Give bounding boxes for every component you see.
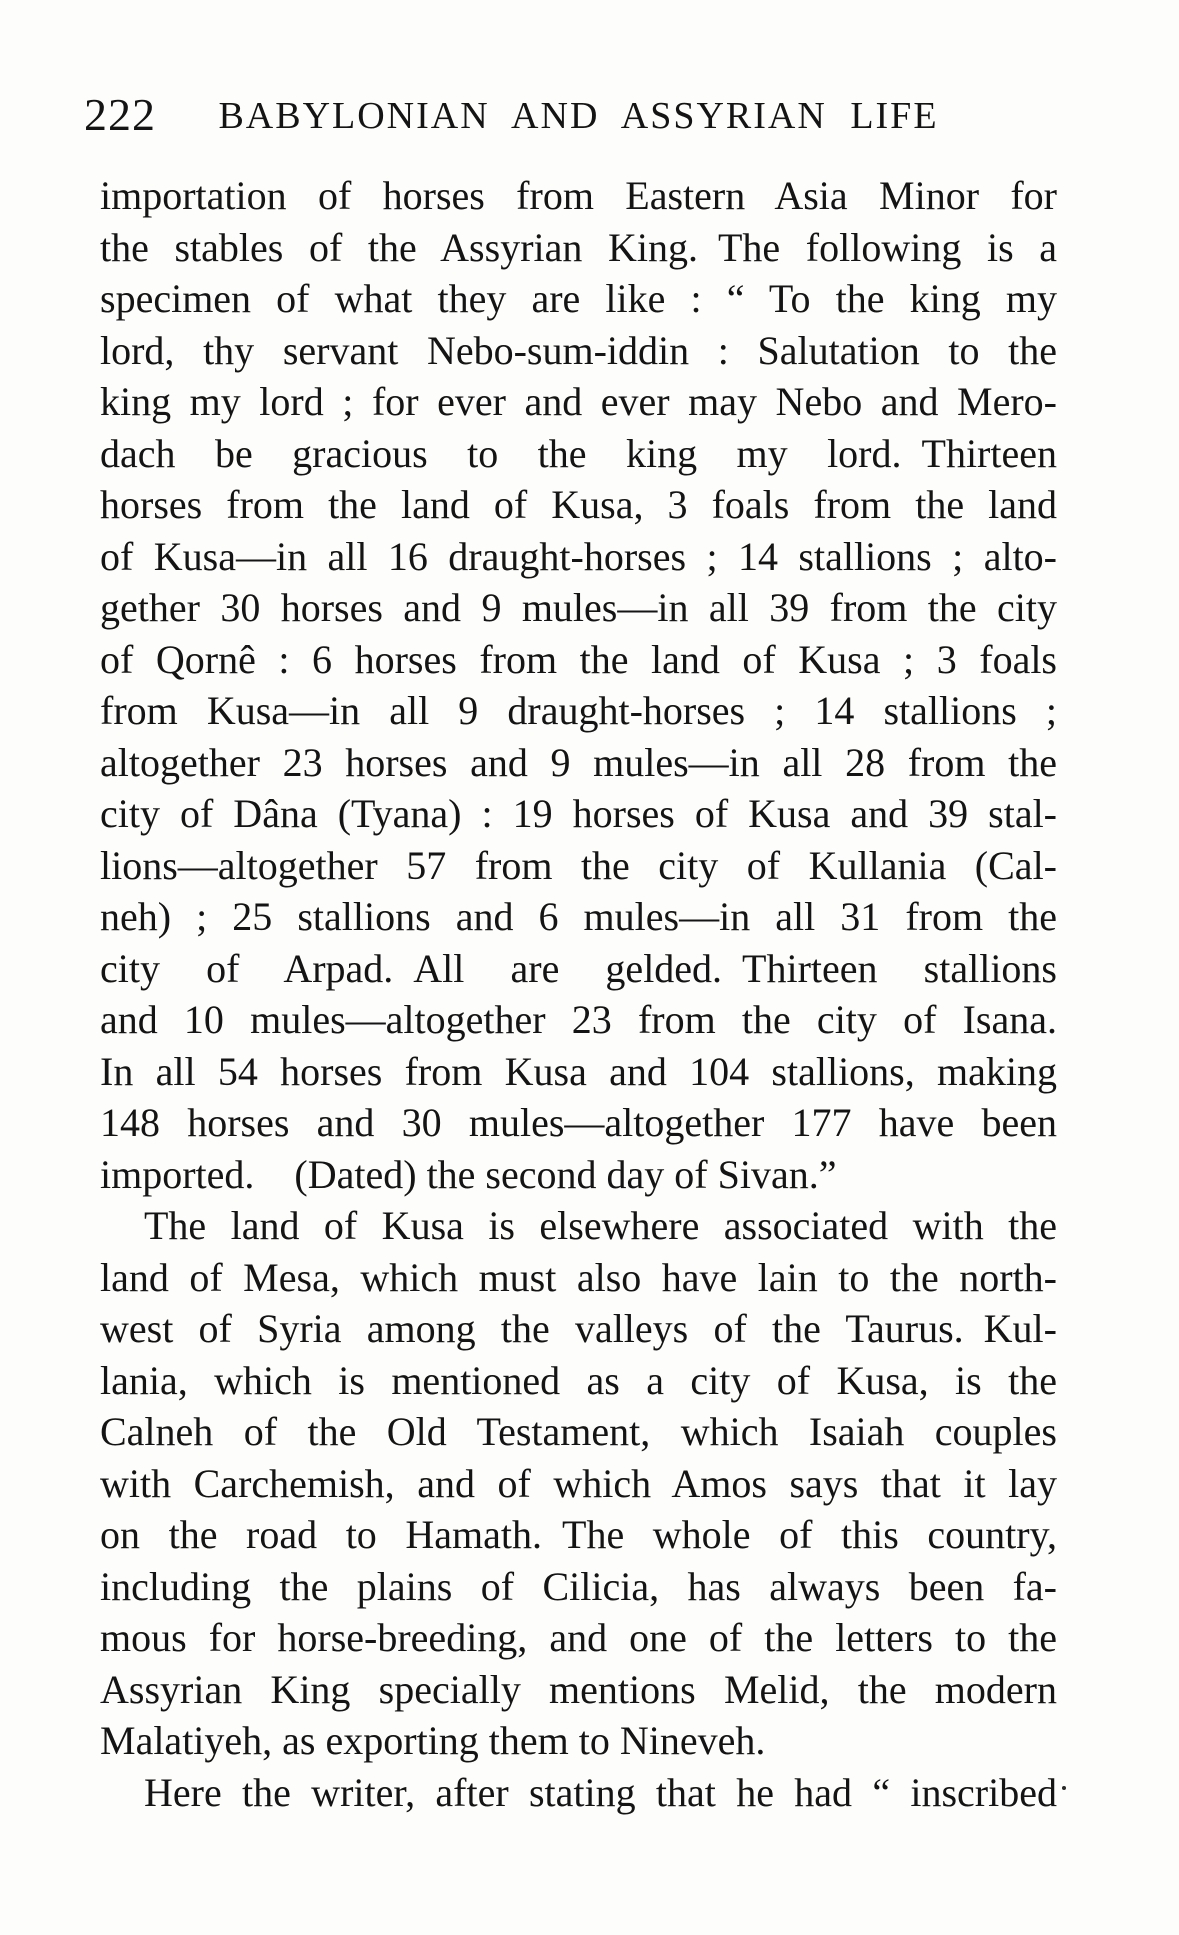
text-line: Here the writer, after stating that he had “ inscribed xyxy=(144,1769,1057,1815)
text-line: The land of Kusa is elsewhere associated with the xyxy=(144,1203,1057,1248)
text-line: mous for horse-breeding, and one of the letters to the xyxy=(100,1615,1057,1660)
text-line: including the plains of Cilicia, has always been fa- xyxy=(100,1563,1057,1609)
text-line: land of Mesa, which must also have lain to the north- xyxy=(100,1254,1057,1300)
text-line: west of Syria among the valleys of the Taurus. Kul- xyxy=(100,1306,1057,1351)
text-line: lions—altogether 57 from the city of Kullania (Cal- xyxy=(100,842,1057,888)
paragraph xyxy=(100,170,1057,1200)
text-line: gether 30 horses and 9 mules—in all 39 from the city xyxy=(100,585,1057,630)
text-line: from Kusa—in all 9 draught-horses ; 14 stallions ; xyxy=(100,688,1057,733)
text-line: In all 54 horses from Kusa and 104 stallions, making xyxy=(100,1048,1057,1094)
page-body xyxy=(100,170,1057,1818)
text-line: king my lord ; for ever and ever may Nebo and Mero- xyxy=(100,379,1057,424)
text-line: neh) ; 25 stallions and 6 mules—in all 31 from the xyxy=(100,894,1057,939)
text-line: horses from the land of Kusa, 3 foals from the land xyxy=(100,482,1057,527)
text-line: of Qornê : 6 horses from the land of Kusa ; 3 foals xyxy=(100,636,1057,682)
running-title: BABYLONIAN AND ASSYRIAN LIFE xyxy=(218,95,939,137)
text-line: lania, which is mentioned as a city of Kusa, is the xyxy=(100,1357,1057,1403)
text-line: 148 horses and 30 mules—altogether 177 have been xyxy=(100,1100,1057,1145)
page-number: 222 xyxy=(84,89,156,140)
text-line: with Carchemish, and of which Amos says that it lay xyxy=(100,1460,1057,1506)
text-line: on the road to Hamath. The whole of this country, xyxy=(100,1512,1057,1557)
text-line: city of Arpad. All are gelded. Thirteen stallions xyxy=(100,945,1057,991)
text-line: lord, thy servant Nebo-sum-iddin : Salutation to the xyxy=(100,327,1057,373)
paragraph xyxy=(100,1767,1057,1819)
text-line: and 10 mules—altogether 23 from the city of Isana. xyxy=(100,997,1057,1042)
text-line: specimen of what they are like : “ To the king my xyxy=(100,276,1057,321)
text-line: Assyrian King specially mentions Melid, the modern xyxy=(100,1666,1057,1712)
text-line: importation of horses from Eastern Asia Minor for xyxy=(100,173,1057,218)
text-line: city of Dâna (Tyana) : 19 horses of Kusa and 39 stal- xyxy=(100,791,1057,836)
text-line: the stables of the Assyrian King. The following is a xyxy=(100,224,1057,270)
text-line: dach be gracious to the king my lord. Thirteen xyxy=(100,430,1057,476)
text-line: imported. (Dated) the second day of Sivan.” xyxy=(100,1151,837,1197)
text-line: of Kusa—in all 16 draught-horses ; 14 stallions ; alto- xyxy=(100,533,1057,579)
text-line: Malatiyeh, as exporting them to Nineveh. xyxy=(100,1718,766,1763)
text-line: altogether 23 horses and 9 mules—in all 28 from the xyxy=(100,739,1057,785)
paragraph xyxy=(100,1200,1057,1767)
text-line: Calneh of the Old Testament, which Isaiah couples xyxy=(100,1409,1057,1454)
scan-speck xyxy=(1062,1786,1066,1790)
